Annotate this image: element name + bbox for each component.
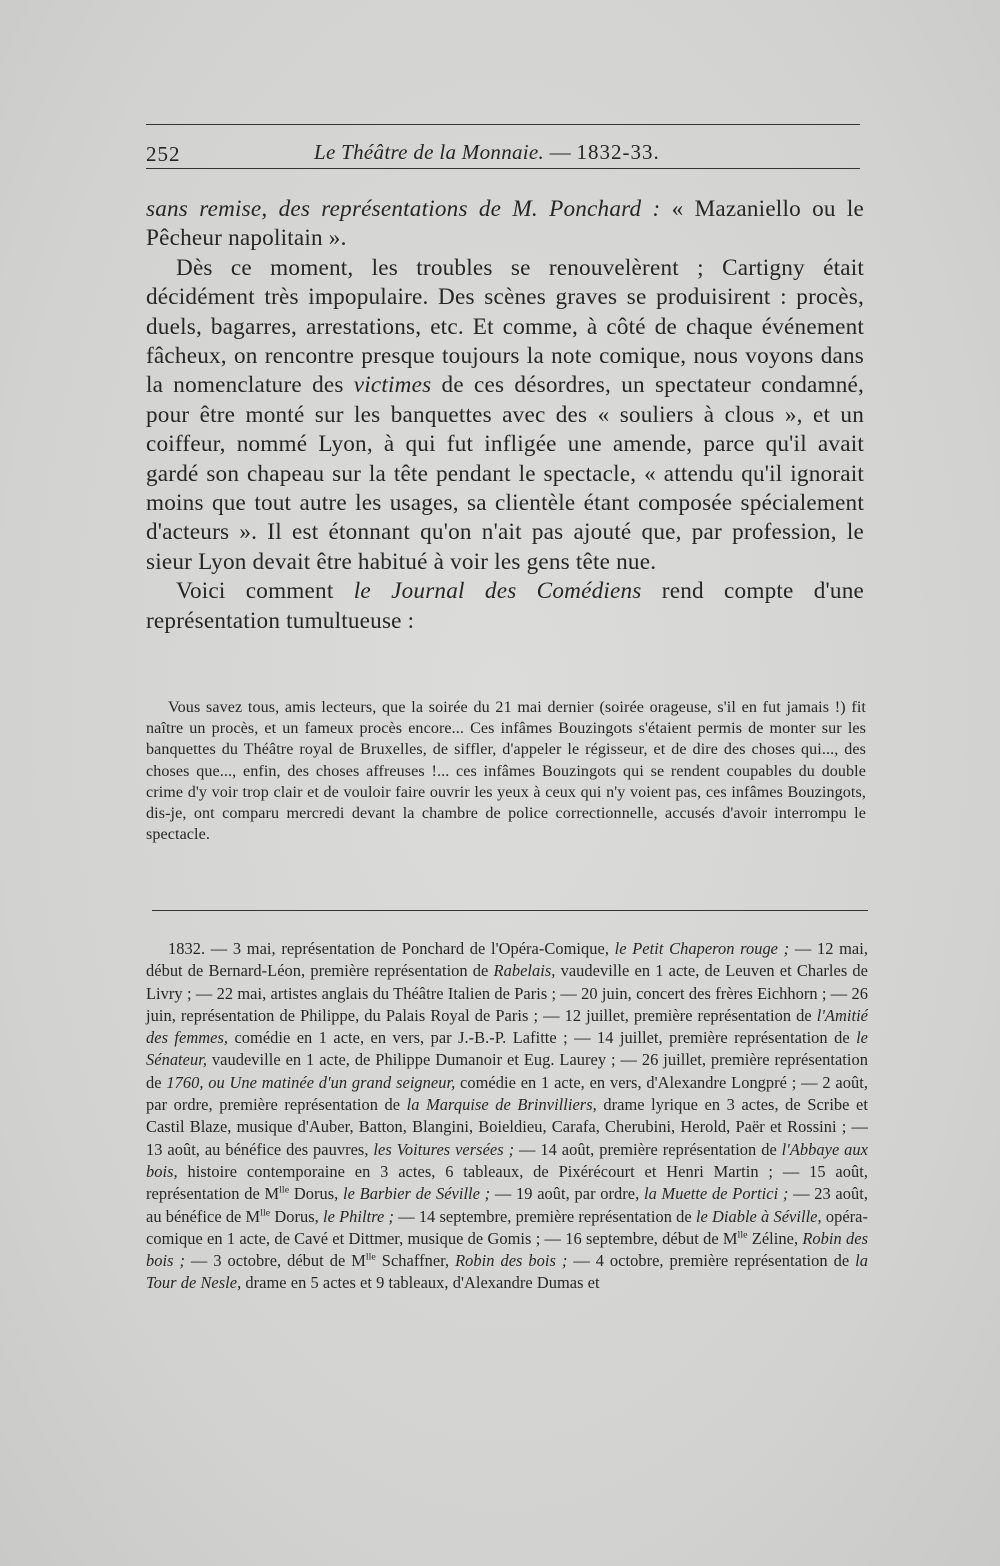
note-text: — 19 août, par ordre, [490,1184,644,1204]
paragraph-2-victimes: victimes [353,372,432,399]
note-text: drame lyrique en 3 actes, de Scribe et Castil Blaze, musique d'Auber, Batton, Blangini, Boieldieu, Carafa, Cherubini, Herold, Paër et Rossini ; — 13 août, au bénéfice des pauvres, [146,1095,868,1159]
footnote-1832 [146,938,868,1295]
note-text: — 14 août, première représentation de [514,1139,782,1159]
paragraph-2 [146,254,864,577]
paragraph-1-title: « Mazaniello ou le Pêcheur napolitain ». [146,196,864,252]
note-text: — 23 août, au bénéfice de M [146,1184,868,1226]
note-text: drame en 5 actes et 9 tableaux, d'Alexandre Dumas et [241,1273,600,1293]
note-work-title: l'Amitié des femmes, [146,1005,868,1048]
paragraph-2-text-b: de ces désordres, un spectateur condamné, pour être monté sur les banquettes avec des « souliers à clous », et un coiffeur, nommé Lyon, à qui fut infligée une amende, parce qu'il avait gardé son chapeau sur la tête pendant le spectacle, « attendu qu'il ignorait moins que tout autre les usages, sa clientèle étant composée spécialement d'acteurs ». Il est étonnant qu'on n'ait pas ajouté que, par profession, le sieur Lyon devait être habitué à voir les gens tête nue. [146,372,864,575]
note-text: — 14 septembre, première représentation de [394,1206,696,1226]
footnote-separator [152,910,868,911]
paragraph-3 [146,577,864,636]
note-text: histoire contemporaine en 3 actes, 6 tableaux, de Pixérécourt et Henri Martin ; — 15 août, représentation de M [146,1161,868,1204]
note-work-title: le Barbier de Séville ; [343,1184,491,1204]
note-text: Zéline, [747,1228,803,1248]
note-text: 1832. — 3 mai, représentation de Ponchard de l'Opéra-Comique, [168,939,615,958]
note-superscript: lle [279,1184,290,1196]
header-top-rule [146,124,860,125]
paragraph-1 [146,195,864,254]
note-work-title: le Sénateur, [146,1028,869,1070]
note-work-title: le Diable à Séville, [695,1206,822,1226]
running-title-dash: — [544,140,577,164]
note-work-title: les Voitures versées ; [373,1139,515,1159]
note-superscript: lle [365,1251,376,1263]
page-number: 252 [146,142,181,166]
note-work-title: Robin des bois ; [146,1228,868,1271]
note-work-title: le Petit Chaperon rouge ; [614,939,790,958]
note-text: Dorus, [270,1206,323,1226]
note-work-title: l'Abbaye aux bois, [146,1139,868,1181]
note-text: — 4 octobre, première représentation de [567,1251,856,1271]
running-title-text: Le Théâtre de la Monnaie. [314,140,545,164]
note-superscript: lle [737,1229,748,1241]
note-work-title: Rabelais, [493,961,556,981]
block-quote: Vous savez tous, amis lecteurs, que la soirée du 21 mai dernier (soirée orageuse, s'il en fut jamais !) fit naître un procès, et un fameux procès encore... Ces infâmes Bouzingots s'étaient permis de monter sur les banquettes du Théâtre royal de Bruxelles, de siffler, d'appeler le régisseur, et de dire des choses qui..., des choses que..., enfin, des choses affreuses !... ces infâmes Bouzingots qui se rendent coupables du double crime d'y voir trop clair et de vouloir faire ouvrir les yeux à ceux qui n'y voient pas, ces infâmes Bouzingots, dis-je, ont comparu mercredi devant la chambre de police correctionnelle, accusés d'avoir interrompu le spectacle. [146,699,866,844]
paragraph-1-italic: sans remise, des représentations de M. Ponchard : [146,196,672,222]
paragraph-3-text-a: Voici comment [176,578,354,605]
note-text: Schaffner, [375,1251,456,1271]
note-work-title: la Marquise de Brinvilliers, [406,1095,597,1115]
note-work-title: la Tour de Nesle, [146,1251,868,1293]
note-text: Dorus, [289,1184,343,1204]
paragraph-3-journal-title: le Journal des Comédiens [353,578,642,605]
footnotes [146,938,868,1295]
note-text: vaudeville en 1 acte, de Leuven et Charles de Livry ; — 22 mai, artistes anglais du Théâtre Italien de Paris ; — 20 juin, concert des frères Eichhorn ; — 26 juin, représentation de Philippe, du Palais Royal de Paris ; — 12 juillet, première représentation de [146,961,868,1025]
note-superscript: lle [260,1207,271,1219]
note-work-title: Robin des bois ; [455,1251,568,1271]
note-work-title: 1760, ou Une matinée d'un grand seigneur, [166,1072,456,1092]
running-title-years: 1832-33. [576,140,660,164]
header-bottom-rule [146,168,860,169]
note-text: comédie en 1 acte, en vers, d'Alexandre Longpré ; — 2 août, par ordre, première représentation de [146,1072,869,1115]
note-text: comédie en 1 acte, en vers, par J.-B.-P. Lafitte ; — 14 juillet, première représentation de [228,1028,857,1048]
note-work-title: la Muette de Portici ; [643,1184,789,1204]
main-text [146,195,864,636]
note-text: — 3 octobre, début de M [184,1251,366,1271]
paragraph-2-text-a: Dès ce moment, les troubles se renouvelèrent ; Cartigny était décidément très impopulaire. Des scènes graves se produisirent : procès, duels, bagarres, arrestations, etc. Et comme, à côté de chaque événement fâcheux, on rencontre presque toujours la note comique, nous voyons dans la nomenclature des [146,254,864,399]
note-text: opéra-comique en 1 acte, de Cavé et Dittmer, musique de Gomis ; — 16 septembre, début de M [146,1206,868,1248]
note-text: vaudeville en 1 acte, de Philippe Dumanoir et Eug. Laurey ; — 26 juillet, première représentation de [146,1050,868,1092]
running-title [314,140,660,165]
note-work-title: le Philtre ; [322,1206,395,1226]
paragraph-3-text-b: rend compte d'une représentation tumultueuse : [146,578,864,634]
note-text: — 12 mai, début de Bernard-Léon, première représentation de [146,939,868,981]
